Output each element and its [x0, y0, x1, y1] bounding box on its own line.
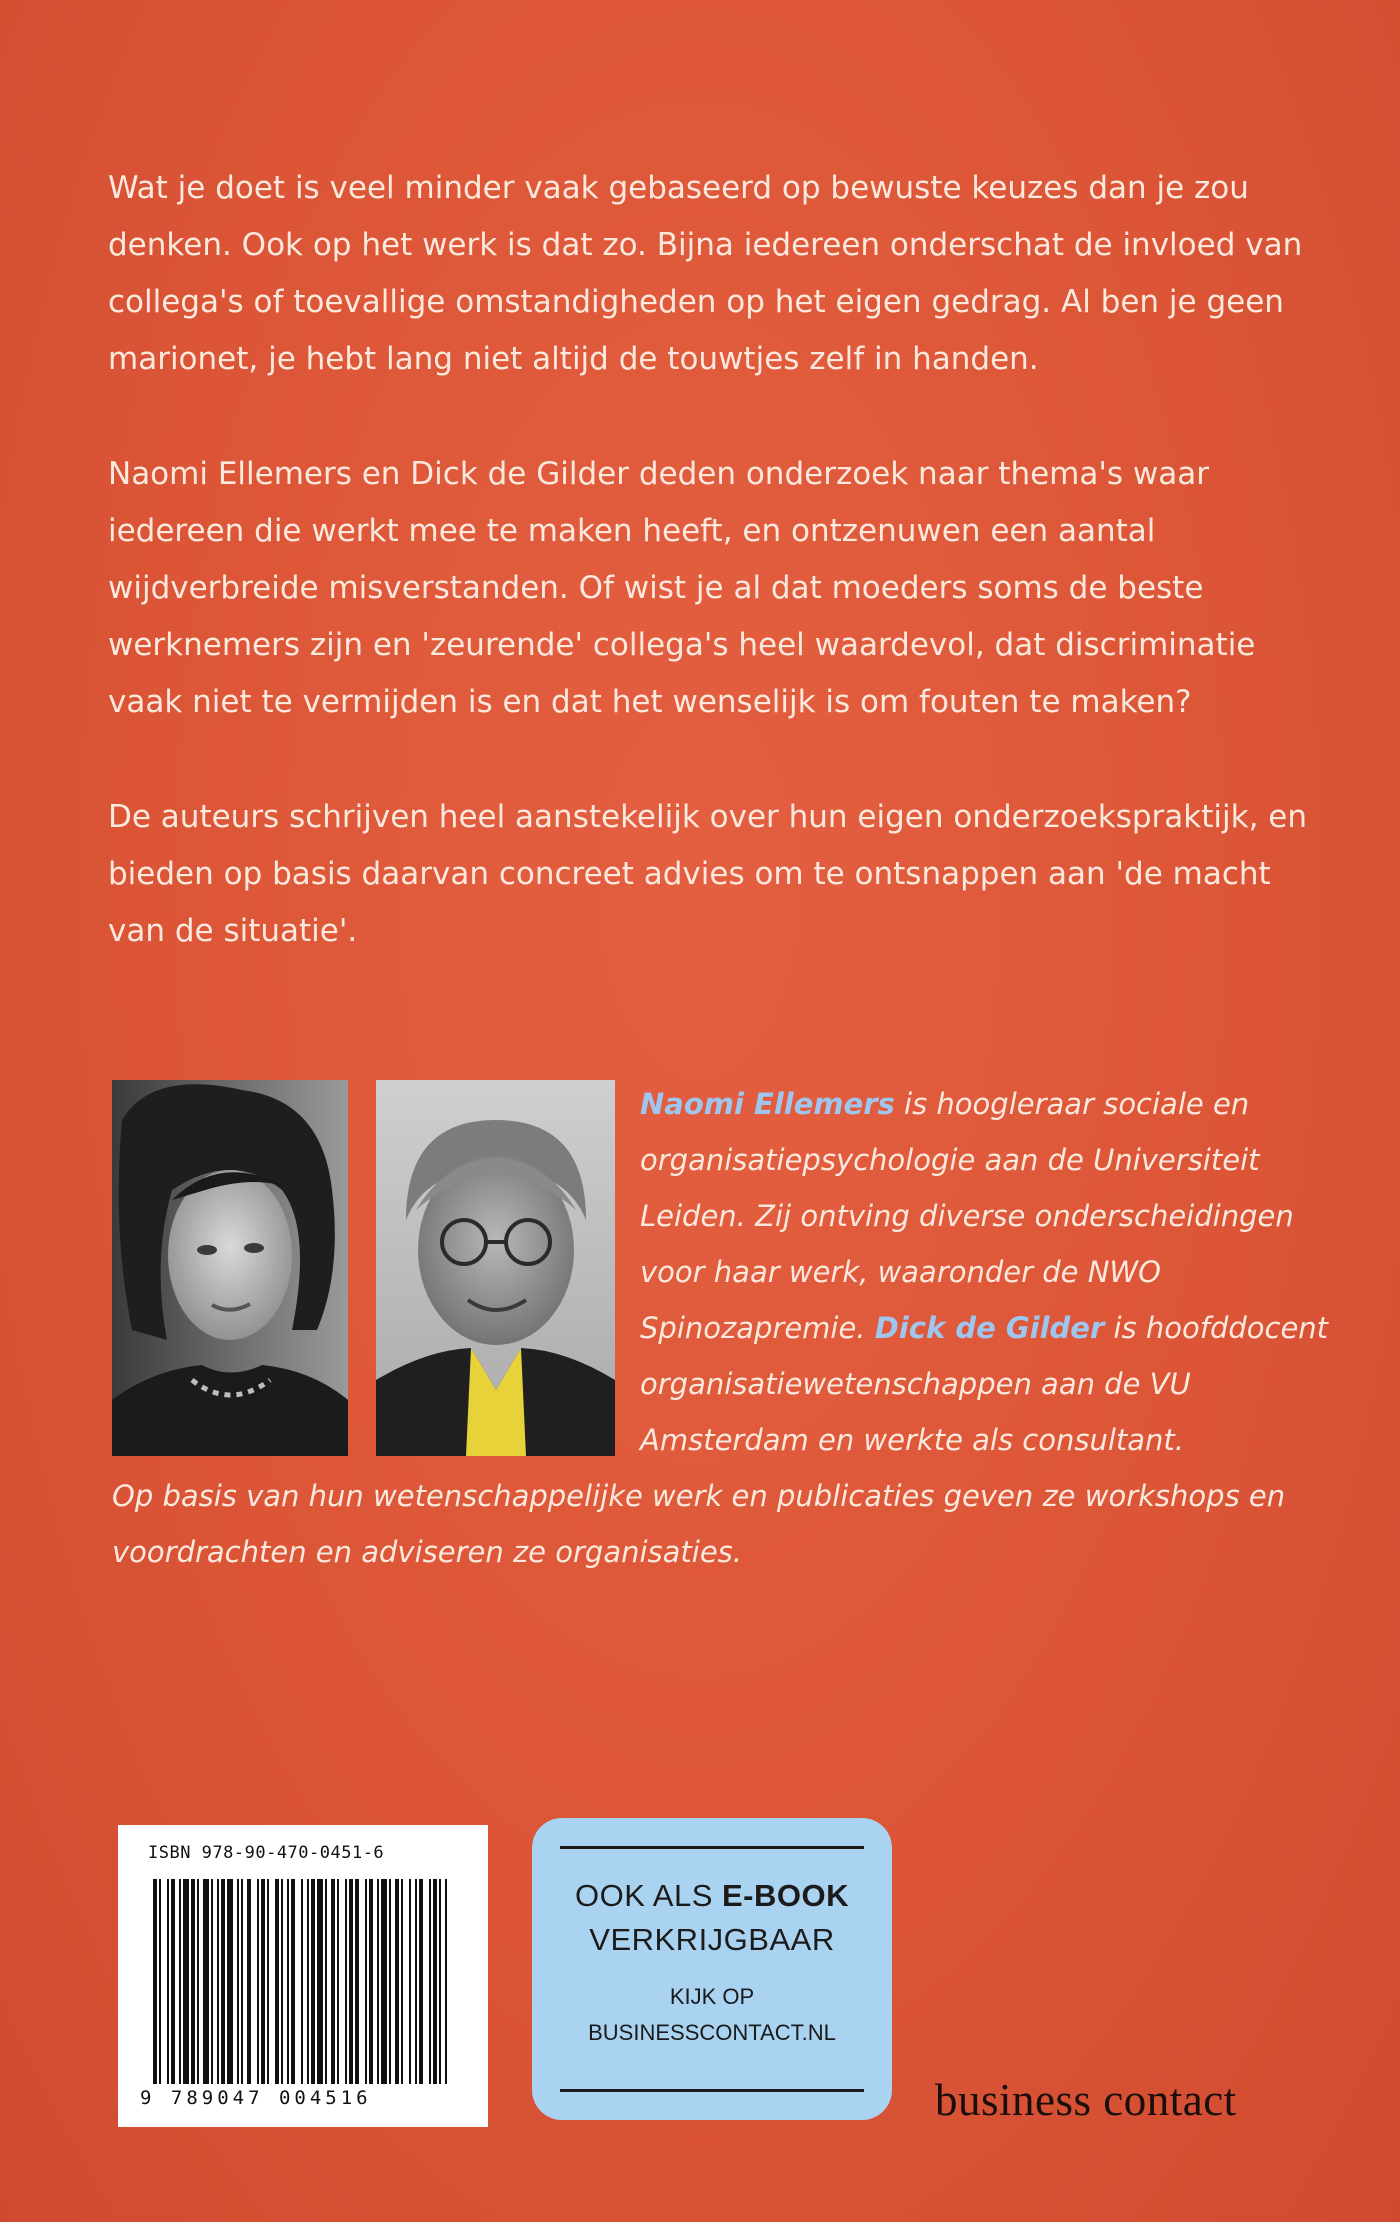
isbn-label: ISBN 978-90-470-0451-6 [148, 1843, 385, 1863]
barcode-bar [311, 1879, 315, 2084]
barcode-bar [445, 1879, 447, 2084]
barcode-bar [381, 1879, 387, 2084]
isbn-barcode [118, 1825, 488, 2127]
barcode-bar [179, 1879, 181, 2084]
barcode-bar [197, 1879, 199, 2084]
barcode-bar [317, 1879, 323, 2084]
barcode-bar [325, 1879, 327, 2084]
barcode-bar [415, 1879, 417, 2084]
barcode-bar [241, 1879, 243, 2084]
barcode-bar [307, 1879, 309, 2084]
barcode-bar [395, 1879, 399, 2084]
author-bio-text-1: is hoogleraar sociale en organisatiepsychologie aan de Universiteit Leiden. Zij ontving diverse onderscheidingen voor haar werk, waaronder de NWO Spinozapremie. [640, 1087, 1294, 1345]
blurb-paragraph-3: De auteurs schrijven heel aanstekelijk over hun eigen onderzoekspraktijk, en bieden op basis daarvan concreet advies om te ontsnappen aan 'de macht van de situatie'. [108, 799, 1308, 949]
author-name-naomi-ellemers: Naomi Ellemers [640, 1087, 895, 1121]
blurb-paragraph-1: Wat je doet is veel minder vaak gebaseerd op bewuste keuzes dan je zou denken. Ook op het werk is dat zo. Bijna iedereen onderschat de invloed van collega's of toevallige omstandigheden op het eigen gedrag. Al ben je geen marionet, je hebt lang niet altijd de touwtjes zelf in handen. [108, 170, 1303, 377]
barcode-bar [337, 1879, 339, 2084]
barcode-bar [217, 1879, 219, 2084]
badge-rule-bottom [560, 2089, 864, 2092]
barcode-bar [377, 1879, 379, 2084]
author-name-dick-de-gilder: Dick de Gilder [874, 1311, 1105, 1345]
barcode-bar [389, 1879, 391, 2084]
author-bio [640, 1076, 1330, 1468]
author-bio-continued [112, 1468, 1332, 1580]
author-photo-dick-de-gilder [376, 1080, 615, 1456]
barcode-bar [345, 1879, 347, 2084]
barcode-bar [355, 1879, 359, 2084]
barcode-bar [221, 1879, 225, 2084]
barcode-bar [429, 1879, 431, 2084]
barcode-bar [159, 1879, 161, 2084]
barcode-bar [287, 1879, 289, 2084]
barcode-bar [153, 1879, 157, 2084]
barcode-bar [247, 1879, 251, 2084]
barcode-bar [267, 1879, 269, 2084]
barcode-bar [171, 1879, 175, 2084]
ean-digits: 9 789047 004516 [140, 2087, 372, 2109]
ebook-line-1-prefix: OOK ALS [574, 1878, 722, 1913]
barcode-bar [203, 1879, 209, 2084]
author-photo-naomi-ellemers [112, 1080, 348, 1456]
barcode-bar [419, 1879, 423, 2084]
barcode-bars [153, 1879, 453, 2084]
barcode-bar [409, 1879, 411, 2084]
barcode-bar [257, 1879, 259, 2084]
barcode-bar [433, 1879, 437, 2084]
barcode-bar [237, 1879, 239, 2084]
barcode-bar [369, 1879, 373, 2084]
barcode-bar [261, 1879, 265, 2084]
barcode-bar [211, 1879, 213, 2084]
barcode-bar [365, 1879, 367, 2084]
ebook-line-1-bold: E-BOOK [722, 1878, 849, 1913]
barcode-bar [183, 1879, 189, 2084]
ebook-line-2: VERKRIJGBAAR [589, 1922, 835, 1957]
ebook-line-1 [532, 1878, 892, 1914]
barcode-bar [349, 1879, 353, 2084]
blurb-paragraph-2: Naomi Ellemers en Dick de Gilder deden onderzoek naar thema's waar iedereen die werkt mee te maken heeft, en ontzenuwen een aantal wijdverbreide misverstanden. Of wist je al dat moeders soms de beste werknemers zijn en 'zeurende' collega's heel waardevol, dat discriminatie vaak niet te vermijden is en dat het wenselijk is om fouten te maken? [108, 456, 1256, 720]
barcode-bar [275, 1879, 279, 2084]
ebook-badge [532, 1818, 892, 2120]
barcode-bar [291, 1879, 295, 2084]
author-bio-text-2: is hoofddocent organisatiewetenschappen aan de VU Amsterdam en werkte als consultant. [640, 1311, 1329, 1457]
barcode-bar [301, 1879, 303, 2084]
blurb [108, 160, 1323, 1018]
author-bio-text-3: Op basis van hun wetenschappelijke werk en publicaties geven ze workshops en voordrachten en adviseren ze organisaties. [112, 1479, 1286, 1569]
ebook-website: BUSINESSCONTACT.NL [588, 2020, 836, 2045]
barcode-bar [401, 1879, 403, 2084]
barcode-bar [439, 1879, 441, 2084]
barcode-bar [167, 1879, 169, 2084]
barcode-bar [281, 1879, 283, 2084]
ebook-line-3: KIJK OP [669, 1984, 755, 2009]
publisher-logo: business contact [935, 2075, 1237, 2125]
badge-rule-top [560, 1846, 864, 1849]
barcode-bar [191, 1879, 195, 2084]
barcode-bar [331, 1879, 335, 2084]
barcode-bar [227, 1879, 233, 2084]
